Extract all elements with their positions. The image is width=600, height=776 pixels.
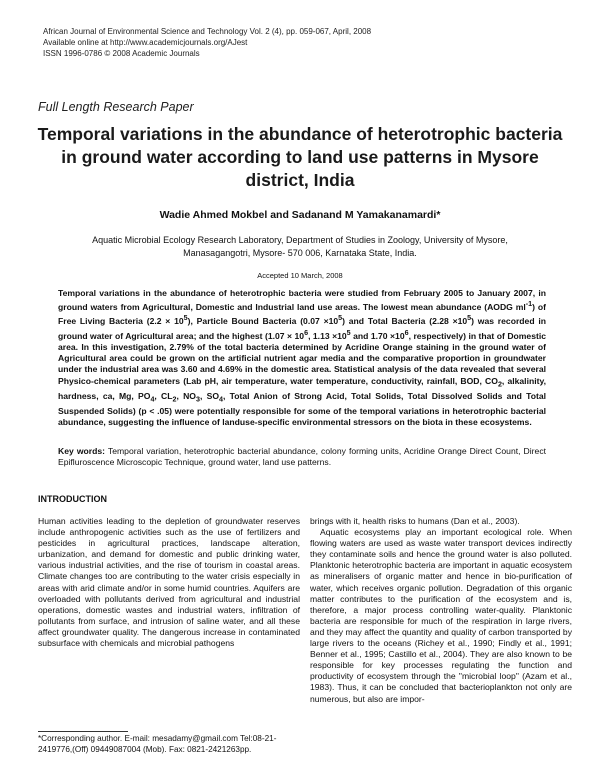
paper-type: Full Length Research Paper [38, 100, 194, 114]
keywords [58, 446, 546, 468]
online-url-line: Available online at http://www.academicjournals.org/AJest [43, 38, 248, 47]
intro-paragraph: Human activities leading to the depletion of groundwater reserves include anthropogenic activities such as the use of fertilizers and pesticides in agricultural practices, landscape alteration, urbanization, and demand for domestic and public drinking water, various industrial activities, and the rise of tourism in coastal areas. Climate changes too are contributing to the water crisis especially in areas with arid climate and/or in some humid countries. Aquifers are overloaded with pollutants derived from agricultural and industrial operations, domestic wastes and industrial waters, infiltration of pollutants from surface, and intrusion of saline water, and all these affect groundwater quality. The dangerous increase in contaminated subsurface with chemicals and microbial pathogens [38, 516, 300, 649]
keywords-label: Key words: [58, 446, 106, 456]
intro-right-column [310, 516, 572, 705]
journal-header [43, 26, 371, 59]
journal-citation: African Journal of Environmental Science and Technology Vol. 2 (4), pp. 059-067, April, 2008 [43, 27, 372, 36]
introduction-heading: INTRODUCTION [38, 494, 107, 504]
corresponding-author-footnote: *Corresponding author. E-mail: mesadamy@gmail.com Tel:08-21-2419776,(Off) 09449087004 (Mob). Fax: 0821-2421263pp. [38, 734, 277, 754]
footnote-divider [38, 731, 128, 732]
keywords-text: Temporal variation, heterotrophic bacterial abundance, colony forming units, Acridine Orange Direct Count, Direct Epifluroscence Microscopic Technique, ground water, land use patterns. [58, 446, 547, 467]
intro-left-column [38, 516, 300, 649]
abstract: Temporal variations in the abundance of heterotrophic bacteria were studied from February 2005 to January 2007, in ground waters from Agricultural, Domestic and Industrial land use areas. The lowest mean abundance (AODG $ml^{-1}$) of Free Living Bacteria $(2.2 \times 10^5)$, Particle Bound Bacteria $(0.07 \times 10^5)$ and Total Bacteria $(2.28 \times 10^5)$ was recorded in ground water of Agricultural area; and the highest ($1.07 \times 10^6$, $1.13 \times 10^5$ and $1.70 \times 10^6$, respectively) in that of Domestic area. In this investigation, 2.79% of the total bacteria determined by Acridine Orange staining in the ground water of Agricultural area could be grown on the artificial nutrient agar media and the comparative proportion in groundwater under the industrial area was 3.60 and 4.69% in the domestic area. Statistical analysis of the data revealed that several Physico-chemical parameters (Lab pH, air temperature, water temperature, conductivity, rainfall, BOD, $CO_2$, alkalinity, hardness, ca, Mg, $PO_4$, $CL_2$, $NO_3$, $SO_4$, Total Anion of Strong Acid, Total Solids, Total Dissolved Solids and Total Suspended Solids) (p < .05) were potentially responsible for some of the temporal variations in heterotrophic bacterial abundance, suggesting the influence of landuse-specific environmental stressors on the biota in these ecosystems. [58, 288, 547, 427]
intro-paragraph: Aquatic ecosystems play an important ecological role. When flowing waters are used as waste water transport devices indirectly they contaminate soils and hence the ground water is also polluted. Planktonic heterotrophic bacteria are important in aquatic ecosystem as mineralisers of organic matter and hence in bio-purification of water, which receives organic pollution. Degradation of this organic matter contributes to the purification of the ecosystem and is, therefore, a major process controlling water-quality. Planktonic bacteria are responsible for much of the respiration in large rivers, and they may affect the quantity and quality of carbon transported by large rivers to the oceans (Richey et al., 1990; Findly et al., 1991; Benner et al., 1995; Castillo et al., 2004). They are also known to be responsible for key processes regulating the function and productivity of ecosystem through the "microbial loop" (Azam et al., 1983). Thus, it can be concluded that bacterioplankton not only are numerous, but also are impor- [310, 527, 572, 704]
intro-paragraph-continued: brings with it, health risks to humans (Dan et al., 2003). [310, 516, 520, 526]
issn-line: ISSN 1996-0786 © 2008 Academic Journals [43, 49, 200, 58]
affiliation: Aquatic Microbial Ecology Research Laboratory, Department of Studies in Zoology, University of Mysore, Manasagangotri, Mysore- 570 006, Karnataka State, India. [92, 235, 508, 258]
accepted-date: Accepted 10 March, 2008 [257, 271, 343, 280]
authors: Wadie Ahmed Mokbel and Sadanand M Yamakanamardi* [159, 209, 441, 221]
paper-title: Temporal variations in the abundance of heterotrophic bacteria in ground water according to land use patterns in Mysore district, India [37, 124, 563, 190]
